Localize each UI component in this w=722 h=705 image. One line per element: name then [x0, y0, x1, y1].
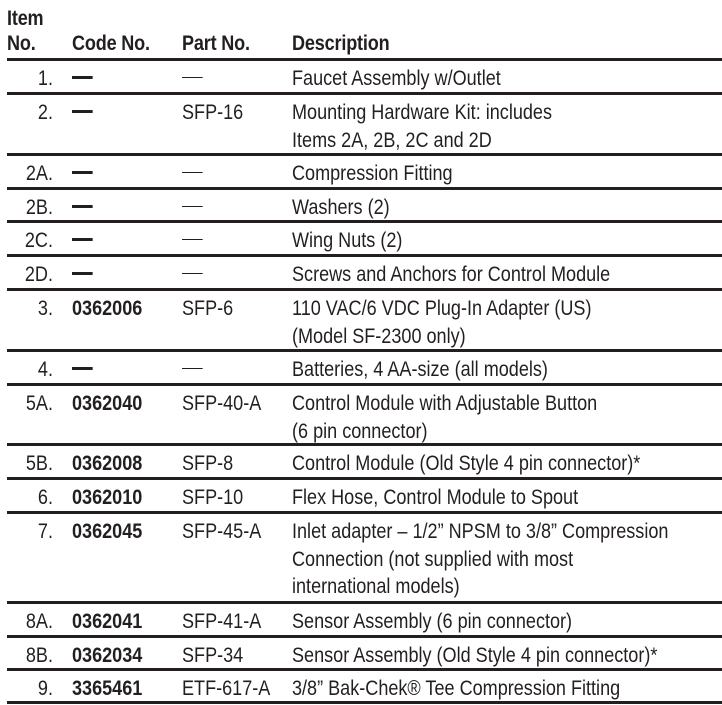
item-no: 2A. [25, 162, 53, 185]
item-no: 5A. [25, 392, 53, 415]
code-no [72, 227, 93, 255]
code-no: 0362010 [72, 486, 143, 509]
description-line: Compression Fitting [292, 162, 453, 185]
table-row [7, 446, 722, 480]
dash-bold [72, 272, 93, 275]
item-no: 7. [37, 520, 53, 543]
description [292, 390, 597, 445]
description [292, 160, 453, 188]
description-line: 3/8” Bak-Chek® Tee Compression Fitting [292, 677, 621, 700]
code-no: 0362034 [72, 644, 143, 667]
code-no: 0362045 [72, 520, 143, 543]
code-no [72, 356, 93, 384]
description-line: Wing Nuts (2) [292, 229, 403, 252]
dash-thin [182, 368, 203, 370]
part-no: ETF-617-A [182, 677, 271, 700]
description-line: Sensor Assembly (Old Style 4 pin connector)* [292, 644, 658, 667]
part-no: SFP-16 [182, 101, 244, 124]
description-line: Inlet adapter – 1/2” NPSM to 3/8” Compression [292, 520, 669, 543]
description-line: (Model SF-2300 only) [292, 324, 466, 348]
dash-bold [72, 76, 93, 79]
description [292, 261, 610, 289]
item-no: 2B. [25, 196, 53, 219]
parts-table [7, 0, 722, 704]
part-no: SFP-6 [182, 297, 234, 320]
header-item-line2: No. [7, 32, 36, 55]
description-line: (6 pin connector) [292, 419, 428, 443]
description [292, 518, 668, 601]
part-no [182, 227, 203, 255]
item-no: 3. [37, 297, 53, 320]
dash-bold [72, 110, 93, 113]
description [292, 227, 402, 255]
description-line: international models) [292, 575, 460, 598]
table-row [7, 352, 722, 386]
table-header [7, 0, 722, 61]
dash-bold [72, 171, 93, 174]
code-no [72, 261, 93, 289]
table-row [7, 61, 722, 95]
code-no [72, 65, 93, 93]
description-line: Mounting Hardware Kit: includes [292, 101, 553, 124]
description-line: 110 VAC/6 VDC Plug-In Adapter (US) [292, 297, 592, 320]
code-no: 0362041 [72, 610, 143, 633]
header-part-no: Part No. [182, 32, 250, 55]
part-no [182, 356, 203, 384]
item-no: 5B. [25, 452, 53, 475]
part-no [182, 261, 203, 289]
part-no [182, 194, 203, 222]
description [292, 675, 620, 703]
description [292, 194, 390, 222]
dash-bold [72, 238, 93, 241]
item-no: 9. [37, 677, 53, 700]
description-line: Faucet Assembly w/Outlet [292, 67, 501, 90]
table-row [7, 514, 722, 604]
dash-thin [182, 239, 203, 241]
item-no: 6. [37, 486, 53, 509]
table-row [7, 291, 722, 352]
dash-bold [72, 205, 93, 208]
header-code-no: Code No. [72, 32, 150, 55]
item-no: 8A. [25, 610, 53, 633]
item-no: 1. [37, 67, 53, 90]
table-body [7, 61, 722, 704]
part-no: SFP-41-A [182, 610, 262, 633]
description [292, 65, 501, 93]
description [292, 99, 552, 154]
table-row [7, 386, 722, 446]
part-no [182, 65, 203, 93]
part-no: SFP-34 [182, 644, 244, 667]
description-line: Connection (not supplied with most [292, 547, 574, 571]
part-no: SFP-8 [182, 452, 234, 475]
description-line: Screws and Anchors for Control Module [292, 263, 611, 286]
code-no: 0362008 [72, 452, 143, 475]
item-no: 2. [37, 101, 53, 124]
code-no: 0362040 [72, 392, 143, 415]
item-no: 2C. [24, 229, 53, 252]
table-row [7, 95, 722, 156]
table-row [7, 480, 722, 514]
dash-thin [182, 172, 203, 174]
description-line: Flex Hose, Control Module to Spout [292, 486, 579, 509]
header-item-line1: Item [7, 7, 44, 30]
description-line: Control Module with Adjustable Button [292, 392, 598, 415]
table-row [7, 604, 722, 638]
code-no: 0362006 [72, 297, 143, 320]
table-row [7, 257, 722, 291]
item-no: 2D. [24, 263, 53, 286]
description-line: Sensor Assembly (6 pin connector) [292, 610, 573, 633]
code-no [72, 194, 93, 222]
description-line: Control Module (Old Style 4 pin connector)* [292, 452, 641, 475]
description [292, 642, 657, 670]
dash-thin [182, 206, 203, 208]
code-no [72, 160, 93, 188]
header-description: Description [292, 32, 390, 55]
part-no [182, 160, 203, 188]
description [292, 484, 578, 512]
item-no: 8B. [25, 644, 53, 667]
description [292, 295, 591, 350]
item-no: 4. [37, 358, 53, 381]
table-row [7, 671, 722, 704]
table-row [7, 223, 722, 257]
description-line: Batteries, 4 AA-size (all models) [292, 358, 548, 381]
table-row [7, 156, 722, 190]
code-no: 3365461 [72, 677, 143, 700]
table-row [7, 190, 722, 223]
description-line: Washers (2) [292, 196, 390, 219]
part-no: SFP-10 [182, 486, 244, 509]
dash-thin [182, 273, 203, 275]
part-no: SFP-45-A [182, 520, 262, 543]
code-no [72, 99, 93, 127]
description-line: Items 2A, 2B, 2C and 2D [292, 128, 492, 152]
description [292, 608, 572, 636]
table-row [7, 638, 722, 671]
description [292, 356, 548, 384]
dash-bold [72, 367, 93, 370]
part-no: SFP-40-A [182, 392, 262, 415]
dash-thin [182, 77, 203, 79]
description [292, 450, 640, 478]
